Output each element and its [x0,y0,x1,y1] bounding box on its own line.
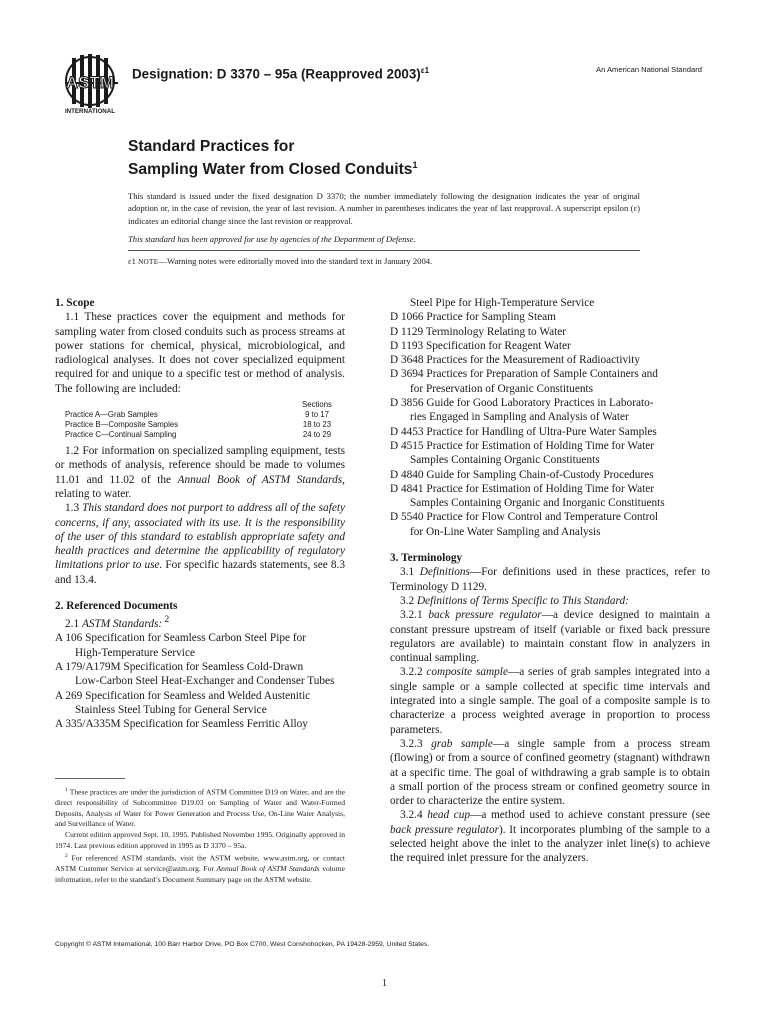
reference-item-cont: Stainless Steel Tubing for General Service [75,703,267,716]
footnote-divider [55,778,125,779]
reference-item [390,425,710,439]
ref-text: Practice for Estimation of Holding Time for Water [426,439,655,452]
ref-code: D 1193 [390,339,424,352]
practice-row [65,410,340,420]
def-title: Definitions of Terms Specific to This Standard: [416,594,629,607]
reference-item [55,717,345,731]
term-name: grab sample [431,737,493,750]
ref-text: Guide for Good Laboratory Practices in Laborato- [426,397,654,410]
def-title: Definitions [419,566,470,579]
astm-standards-subheading [55,613,345,631]
subheading-title: ASTM Standards: [81,618,163,631]
ref-code: A 106 [55,632,83,645]
scope-1-2 [55,444,345,501]
reference-item-cont: for Preservation of Organic Constituents [410,382,594,395]
ref-code: D 1129 [390,325,424,338]
ref-text: Practice for Handling of Ultra-Pure Water Samples [426,425,657,438]
ref-text: Specification for Reagent Water [426,339,571,352]
scope-1-3-num: 1.3 [65,502,83,515]
title-footnote-mark: 1 [412,160,418,170]
scope-1-1: 1.1 These practices cover the equipment and methods for sampling water from closed conduits such as process streams at power stations for chemical, physical, microbiological, and radiological analyses. It does not cover specialized equipment required for and unique to a specific test or method of analysis. The following are included: [55,311,345,395]
definition-3-1 [390,565,710,594]
term-text: —a method used to achieve constant pressure (see [470,809,710,822]
left-column [55,296,345,731]
reference-item [390,310,710,324]
reference-item [390,339,710,353]
practice-name: Practice C—Continual Sampling [65,430,177,440]
footnote-2-end: volume information, refer to the standard’s Document Summary page on the ASTM website. [55,864,345,884]
practice-range: 18 to 23 [302,420,332,430]
reference-item [55,631,345,645]
ref-code: D 4453 [390,425,424,438]
scope-1-2-end: , relating to water. [55,473,345,500]
ref-code: D 3694 [390,368,424,381]
def-text: —For definitions used in these practices, refer to Terminology D 1129. [390,566,710,593]
svg-text:ASTM: ASTM [65,73,115,92]
term-name: back pressure regulator [428,609,542,622]
term-3-2-3 [390,737,710,808]
reference-item [390,468,710,482]
reference-item-cont: High-Temperature Service [75,646,195,659]
ref-code: D 4841 [390,482,424,495]
dod-approval: This standard has been approved for use by agencies of the Department of Defense. [128,234,416,244]
ref-code: A 269 [55,689,83,702]
scope-1-2-text: 1.2 For information on specialized sampling equipment, tests or methods of analysis, reference should be made to volumes 11.01 and 11.02 of the [55,445,345,486]
note-label: NOTE [138,258,159,266]
ref-text: Specification for Seamless and Welded Austenitic [85,689,311,702]
footnote-1-text: These practices are under the jurisdiction of ASTM Committee D19 on Water, and are the direct responsibility of Subcommittee D19.03 on Sampling of Water and Water-Formed Deposits, Analysis of Water for Power Generation and Process Use, On-Line Water Analysis, and Surveillance of Water. [55,787,345,829]
footnote-1 [55,785,345,830]
footnotes [55,785,345,885]
footnote-2-text: For referenced ASTM standards, visit the ASTM website, www.astm.org, or contact ASTM Customer Service at service@astm.org. For [55,853,345,874]
ref-text: Specification for Seamless Carbon Steel Pipe for [85,632,307,645]
def-num: 3.1 [400,566,420,579]
scope-1-3-end: For specific hazards statements, see 8.3 and 13.4. [55,559,345,586]
ref-text: Specification for Seamless Cold-Drawn [123,661,304,673]
safety-statement: This standard does not purport to address all of the safety concerns, if any, associated with its use. It is the responsibility of the user of this standard to establish appropriate safety and health practices and determine the applicability of regulatory limitations prior to use. [55,502,345,572]
reference-item-cont: for On-Line Water Sampling and Analysis [410,525,601,538]
term-num: 3.2.4 [400,809,428,822]
term-3-2-1 [390,608,710,665]
reference-item-cont: ries Engaged in Sampling and Analysis of Water [410,411,629,424]
ref-text: Practices for the Measurement of Radioactivity [426,354,641,367]
page-number: 1 [382,978,387,989]
ref-text: Specification for Seamless Ferritic Alloy [123,718,308,731]
practice-range: 24 to 29 [302,430,332,440]
term-3-2-4 [390,808,710,865]
ref-code: A 335/A335M [55,718,121,731]
practice-row [65,430,340,440]
right-reference-list [390,310,710,539]
american-national-standard: An American National Standard [596,65,702,74]
term-cross-ref: back pressure regulator [390,823,499,836]
reference-item [390,482,710,496]
practices-table-header [65,400,340,410]
definition-3-2 [390,594,710,608]
reference-item [55,689,345,703]
copyright-notice: Copyright © ASTM International, 100 Barr Harbor Drive, PO Box C700, West Conshohocken, PA 19428-2959, United States. [55,941,430,948]
term-num: 3.2.1 [400,609,429,622]
title-line-2 [128,156,417,179]
reference-item [55,660,345,674]
practice-name: Practice B—Composite Samples [65,420,179,430]
ref-text: Guide for Sampling Chain-of-Custody Procedures [426,468,654,481]
term-text: —a device designed to maintain a constant pressure upstream of itself (variable or fixed back pressure regulators are available) to maintain constant flow in analyzers in continual sampling. [390,609,710,665]
title-line-1: Standard Practices for [128,138,295,155]
reference-item-cont: Steel Pipe for High-Temperature Service [410,297,595,309]
reference-item [390,325,710,339]
ref-text: Practice for Flow Control and Temperature Control [426,511,659,524]
term-text: —a single sample from a process stream (flowing) or from a source of confined geometry (stagnant) withdrawn at a specific time. The goal of withdrawing a grab sample is to obtain a small portion of the process stream or confined geometry source in order to characterize the entire system. [390,737,711,808]
term-text-end: ). It incorporates plumbing of the sample to a selected height above the inlet to the analyzer inlet line(s) to achieve the required inlet pressure for the analyzers. [390,823,710,865]
reference-item [390,396,710,410]
designation [132,66,429,81]
note-epsilon: ε1 [128,256,136,266]
ref-text: Terminology Relating to Water [425,325,567,338]
referenced-documents-heading: 2. Referenced Documents [55,600,178,613]
ref-code: D 5540 [390,511,424,524]
practice-name: Practice A—Grab Samples [65,410,158,420]
reference-item-cont: Samples Containing Organic Constituents [410,454,600,467]
practices-table [65,400,345,440]
astm-logo [60,52,124,116]
ref-code: D 4840 [390,468,424,481]
subheading-footnote: 2 [162,615,170,626]
ref-code: D 4515 [390,439,424,452]
reference-item [390,367,710,381]
editorial-note [128,256,432,266]
def-num: 3.2 [400,594,417,607]
ref-text: Practice for Sampling Steam [426,311,556,324]
designation-epsilon: ε1 [420,66,430,75]
reference-item-cont: Samples Containing Organic and Inorganic Constituents [410,497,665,510]
subheading-num: 2.1 [65,618,82,631]
note-text: —Warning notes were editorially moved into the standard text in January 2004. [158,256,433,266]
reference-item-cont: Low-Carbon Steel Heat-Exchanger and Condenser Tubes [75,675,335,688]
right-column [390,296,710,866]
terminology-heading: 3. Terminology [390,552,463,565]
term-name: head cup [427,809,471,822]
reference-item [390,353,710,367]
term-3-2-2 [390,665,710,736]
reference-item [390,510,710,524]
scope-heading: 1. Scope [55,297,95,309]
reference-item [390,439,710,453]
practice-row [65,420,340,430]
sections-header: Sections [302,400,332,410]
annual-book-ref: Annual Book of ASTM Standards [177,473,343,486]
title-line-2-text: Sampling Water from Closed Conduits [128,161,413,179]
term-num: 3.2.3 [400,737,432,750]
term-name: composite sample [426,666,508,679]
ref-code: D 3648 [390,354,424,367]
footnote-2 [55,851,345,885]
footnote-2-mark: 2 [65,853,68,860]
svg-text:INTERNATIONAL: INTERNATIONAL [64,108,116,115]
term-text: —a series of grab samples integrated into a single sample or a sample collected at specific time intervals and integrated into a single sample. The goal of a composite sample is to characterize a process weighted average in proportion to process parameters. [390,666,711,736]
issuance-statement: This standard is issued under the fixed designation D 3370; the number immediately following the designation indicates the year of original adoption or, in the case of revision, the year of last revision. A number in parentheses indicates the year of last reapproval. A superscript epsilon (ε) indicates an editorial change since the last revision or reapproval. [128,191,640,226]
header-divider [128,250,640,251]
footnote-1-edition: Current edition approved Sept. 10, 1995. Published November 1995. Originally approved in 1974. Last previous edition approved in 1995 as D 3370 – 95a. [55,829,345,850]
footnote-1-mark: 1 [65,787,68,793]
ref-code: D 1066 [390,311,424,324]
ref-text: Practices for Preparation of Sample Containers and [426,368,658,381]
ref-code: A 179/A179M [55,661,121,673]
designation-text: Designation: D 3370 – 95a (Reapproved 2003) [132,66,421,82]
ref-code: D 3856 [390,397,424,410]
ref-text: Practice for Estimation of Holding Time for Water [426,482,655,495]
term-num: 3.2.2 [400,666,427,679]
practice-range: 9 to 17 [305,410,329,420]
footnote-2-italic: Annual Book of ASTM Standards [216,864,320,874]
document-title [128,137,417,179]
scope-1-3 [55,501,345,587]
